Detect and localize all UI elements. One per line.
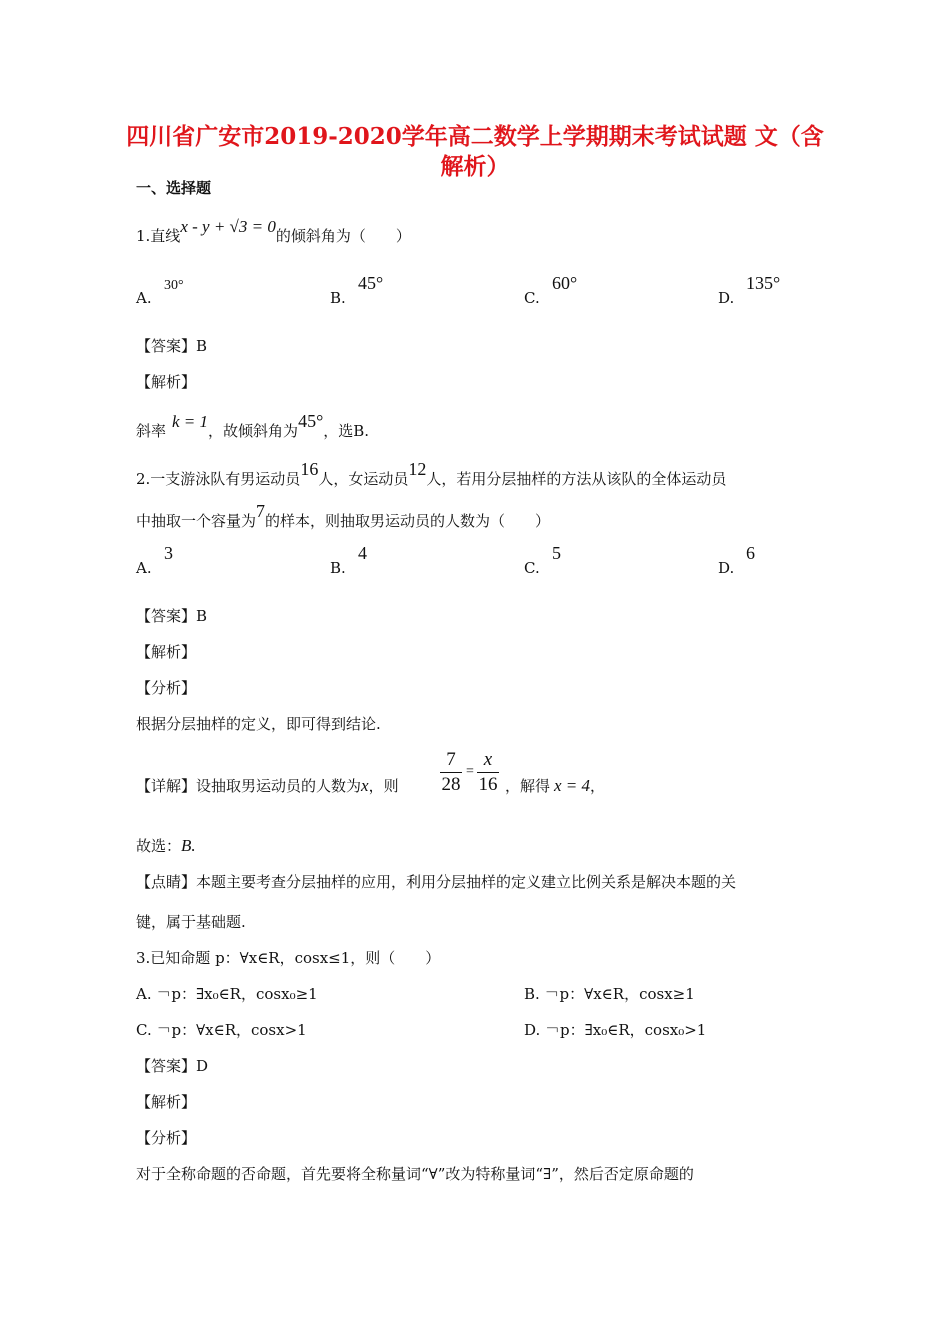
q2-detail-label: 【详解】 (136, 777, 197, 795)
q2-detail-text-b: ，则 (368, 777, 399, 795)
q1-analysis-k: k = 1 (172, 412, 209, 431)
q3-stem: 3.已知命题 p：∀x∈R，cosx≤1，则（ ） (136, 949, 441, 967)
q3-fenxi-text: 对于全称命题的否命题，首先要将全称量词“∀”改为特称量词“∃”，然后否定原命题的 (136, 1165, 694, 1183)
q1-option-d-value: 135° (746, 273, 781, 293)
q1-analysis-heading: 【解析】 (136, 373, 197, 391)
q3-option-a: A. ￢p：∃x₀∈R，cosx₀≥1 (136, 985, 318, 1003)
q2-fraction-2-bar (477, 772, 499, 773)
q3-option-d: D. ￢p：∃x₀∈R，cosx₀>1 (524, 1021, 707, 1039)
section-heading: 一、选择题 (136, 179, 212, 197)
q2-option-c-label: C. (524, 559, 540, 577)
q2-sample-size: 7 (256, 501, 266, 521)
q2-female-count: 12 (408, 459, 427, 479)
q3-fenxi-heading: 【分析】 (136, 1129, 197, 1147)
q2-option-a-value: 3 (164, 543, 173, 563)
q2-detail-tail (505, 776, 605, 796)
q3-analysis-heading: 【解析】 (136, 1093, 197, 1111)
q2-option-b-value: 4 (358, 543, 367, 563)
q1-analysis (136, 411, 370, 441)
q2-male-count: 16 (300, 459, 319, 479)
q1-option-c-label: C. (524, 289, 540, 307)
q3-option-b: B. ￢p：∀x∈R，cosx≥1 (524, 985, 695, 1003)
q2-option-d-label: D. (718, 559, 735, 577)
q2-answer: 【答案】B (136, 607, 208, 625)
q1-analysis-angle: 45° (298, 411, 324, 431)
q1-answer: 【答案】B (136, 337, 208, 355)
q2-choice (136, 836, 196, 856)
q2-choice-value: B. (181, 836, 196, 855)
q2-detail-text-d: ， (590, 777, 606, 795)
q1-stem (136, 217, 411, 246)
q2-option-c-value: 5 (552, 543, 561, 563)
q2-stem-line2 (136, 501, 551, 531)
q1-option-a-value: 30° (164, 278, 184, 293)
q2-fraction-1-bar (440, 772, 462, 773)
q1-analysis-prefix: 斜率 (136, 422, 167, 440)
q2-detail-text-a: 设抽取男运动员的人数为 (196, 777, 362, 795)
q2-line2-text-a: 中抽取一个容量为 (136, 512, 257, 530)
q1-option-b-label: B. (330, 289, 346, 307)
q2-dianjing-text-1: 本题主要考查分层抽样的应用，利用分层抽样的定义建立比例关系是解决本题的关 (196, 873, 737, 891)
q2-line2-text-b: 的样本，则抽取男运动员的人数为（ ） (265, 512, 551, 530)
q1-equation: x - y + √3 = 0 (180, 217, 276, 236)
q2-analysis-heading: 【解析】 (136, 643, 197, 661)
q2-fraction-2-numerator: x (483, 749, 493, 770)
q1-option-c-value: 60° (552, 273, 578, 293)
q2-dianjing-line2: 键，属于基础题. (136, 913, 246, 931)
q2-dianjing-line1 (136, 872, 736, 892)
q2-line1-text-a: 2.一支游泳队有男运动员 (136, 470, 301, 488)
q1-option-d-label: D. (718, 289, 735, 307)
q2-stem-line1 (136, 459, 727, 489)
q2-detail-text-c: ，解得 (505, 777, 551, 795)
q2-choice-text: 故选： (136, 837, 182, 855)
q2-line1-text-b: 人，女运动员 (318, 470, 409, 488)
q2-dianjing-label: 【点睛】 (136, 873, 197, 891)
q2-detail-result: x = 4 (554, 776, 591, 795)
q2-detail-var: x (361, 776, 369, 795)
q2-detail (136, 776, 399, 796)
q2-fraction-1-numerator: 7 (446, 749, 456, 770)
q2-equals-sign: = (466, 764, 474, 779)
q1-option-b-value: 45° (358, 273, 384, 293)
q1-option-a-label: A. (136, 289, 152, 307)
q3-option-c: C. ￢p：∀x∈R，cosx>1 (136, 1021, 307, 1039)
q2-line1-text-c: 人，若用分层抽样的方法从该队的全体运动员 (426, 470, 727, 488)
q2-fraction-1-denominator: 28 (441, 774, 461, 795)
q1-suffix: 的倾斜角为（ ） (275, 227, 411, 245)
q2-option-a-label: A. (136, 559, 152, 577)
q2-fenxi-text: 根据分层抽样的定义，即可得到结论. (136, 715, 381, 733)
q1-analysis-suffix: ，选B. (323, 422, 370, 440)
q2-fenxi-heading: 【分析】 (136, 679, 197, 697)
document-title: 四川省广安市2019-2020学年高二数学上学期期末考试试题 文（含解析） (126, 123, 824, 180)
q1-analysis-mid: ，故倾斜角为 (208, 422, 299, 440)
q2-option-d-value: 6 (746, 543, 755, 563)
q2-fraction-1 (440, 749, 462, 796)
q2-option-b-label: B. (330, 559, 346, 577)
q2-fraction-2 (477, 749, 499, 796)
q3-answer: 【答案】D (136, 1057, 209, 1075)
q1-prefix: 1.直线 (136, 227, 181, 245)
q2-fraction-2-denominator: 16 (478, 774, 498, 795)
